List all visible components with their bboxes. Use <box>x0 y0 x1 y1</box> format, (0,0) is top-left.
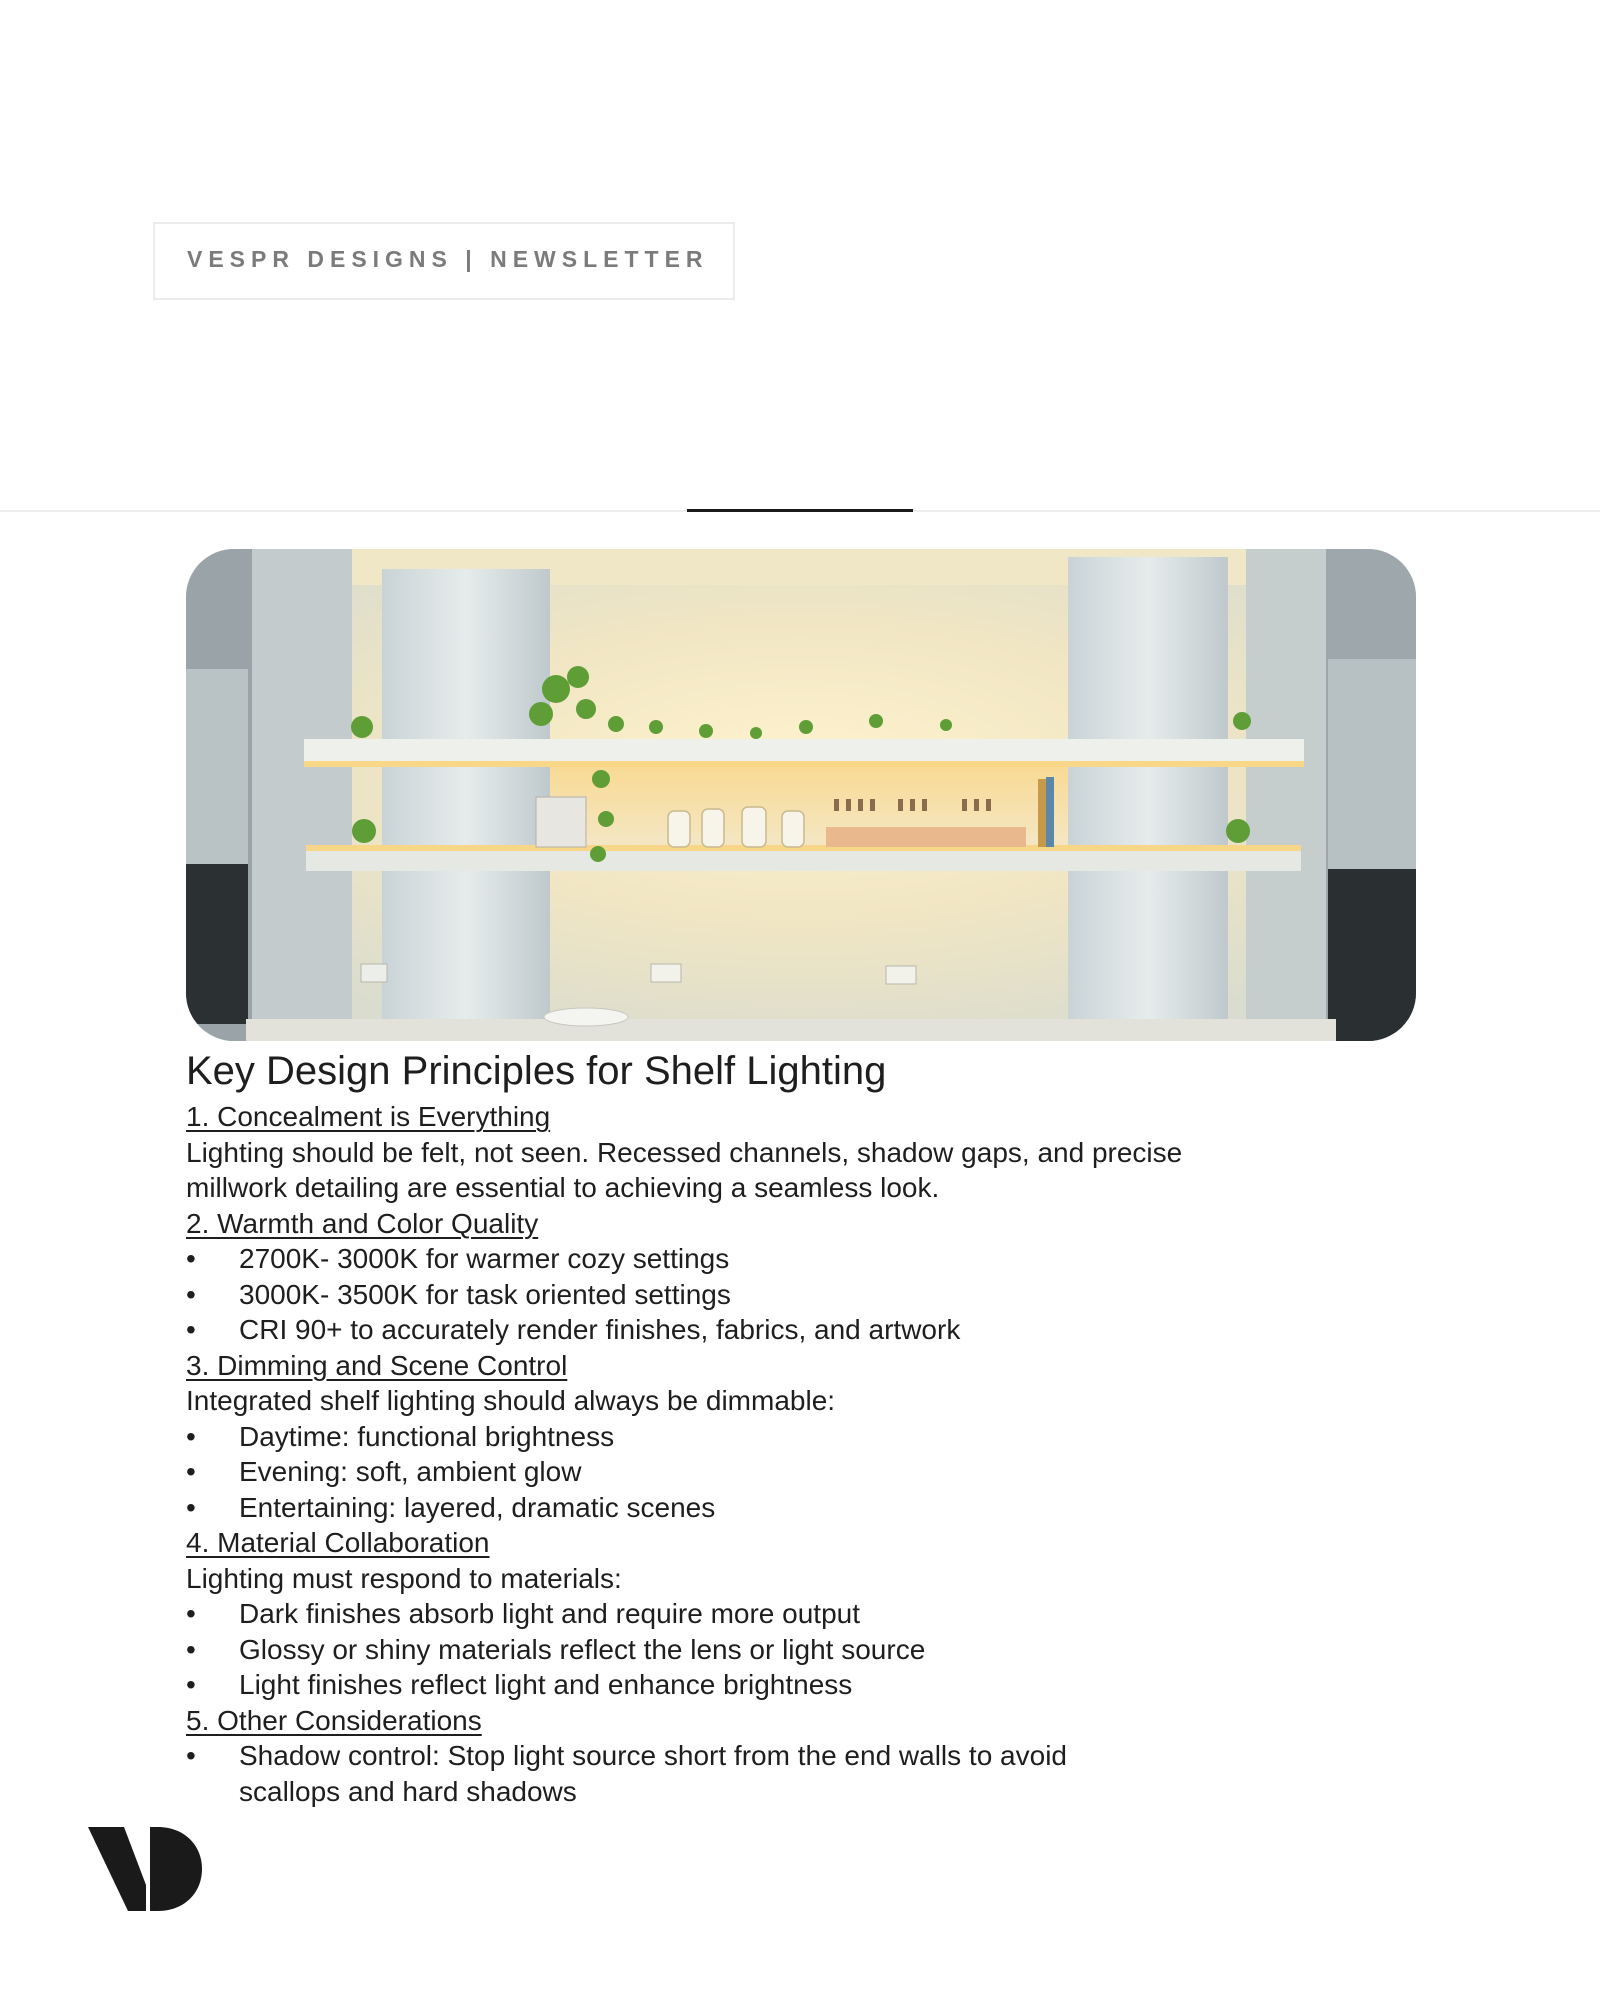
section-heading: 3. Dimming and Scene Control <box>186 1349 568 1381</box>
list-item-text: Shadow control: Stop light source short from the end walls to avoid scallops and hard shadows <box>239 1740 1067 1807</box>
article-title: Key Design Principles for Shelf Lighting <box>186 1049 887 1093</box>
newsletter-header-label: VESPR DESIGNS | NEWSLETTER <box>187 246 709 272</box>
bullet-glyph: • <box>186 1420 196 1452</box>
list-item <box>186 1596 1286 1632</box>
section-heading: 1. Concealment is Everything <box>186 1101 551 1132</box>
bullet-glyph: • <box>186 1278 196 1310</box>
list-item-text: 2700K- 3000K for warmer cozy settings <box>239 1243 730 1274</box>
list-item-text: Light finishes reflect light and enhance brightness <box>239 1669 853 1700</box>
list-item <box>186 1738 1286 1809</box>
list-item-text: Glossy or shiny materials reflect the lens or light source <box>239 1633 926 1665</box>
bullet-glyph: • <box>186 1598 196 1629</box>
section-heading: 2. Warmth and Color Quality <box>186 1207 539 1239</box>
list-item-text: 3000K- 3500K for task oriented settings <box>239 1278 731 1310</box>
section-intro: Integrated shelf lighting should always be dimmable: <box>186 1385 836 1416</box>
hero-photo <box>186 549 1416 1041</box>
list-item <box>186 1490 1286 1526</box>
section-intro: Lighting must respond to materials: <box>186 1562 622 1594</box>
list-item-text: Evening: soft, ambient glow <box>239 1456 582 1487</box>
newsletter-header <box>153 222 735 300</box>
list-item <box>186 1632 1286 1668</box>
bullet-glyph: • <box>186 1633 196 1665</box>
list-item-text: Daytime: functional brightness <box>239 1420 615 1452</box>
section-heading: 4. Material Collaboration <box>186 1527 490 1558</box>
list-item-text: Dark finishes absorb light and require more output <box>239 1598 861 1629</box>
list-item <box>186 1454 1286 1490</box>
paragraph-line: millwork detailing are essential to achieving a seamless look. <box>186 1172 940 1203</box>
vespr-logo-icon <box>88 1825 202 1918</box>
bullet-glyph: • <box>186 1491 196 1523</box>
list-item-text: CRI 90+ to accurately render finishes, fabrics, and artwork <box>239 1314 961 1345</box>
list-item <box>186 1667 1286 1703</box>
list-item <box>186 1419 1286 1455</box>
list-item <box>186 1241 1286 1277</box>
bullet-glyph: • <box>186 1456 196 1487</box>
list-item <box>186 1277 1286 1313</box>
list-item <box>186 1312 1286 1348</box>
bullet-glyph: • <box>186 1314 196 1345</box>
section-divider-accent <box>687 509 913 512</box>
bullet-glyph: • <box>186 1243 196 1274</box>
section-heading: 5. Other Considerations <box>186 1704 482 1736</box>
bullet-glyph: • <box>186 1669 196 1700</box>
bullet-glyph: • <box>186 1740 196 1771</box>
paragraph-line: Lighting should be felt, not seen. Recessed channels, shadow gaps, and precise <box>186 1136 1183 1168</box>
article <box>186 1045 1286 1809</box>
list-item-text: Entertaining: layered, dramatic scenes <box>239 1491 716 1523</box>
